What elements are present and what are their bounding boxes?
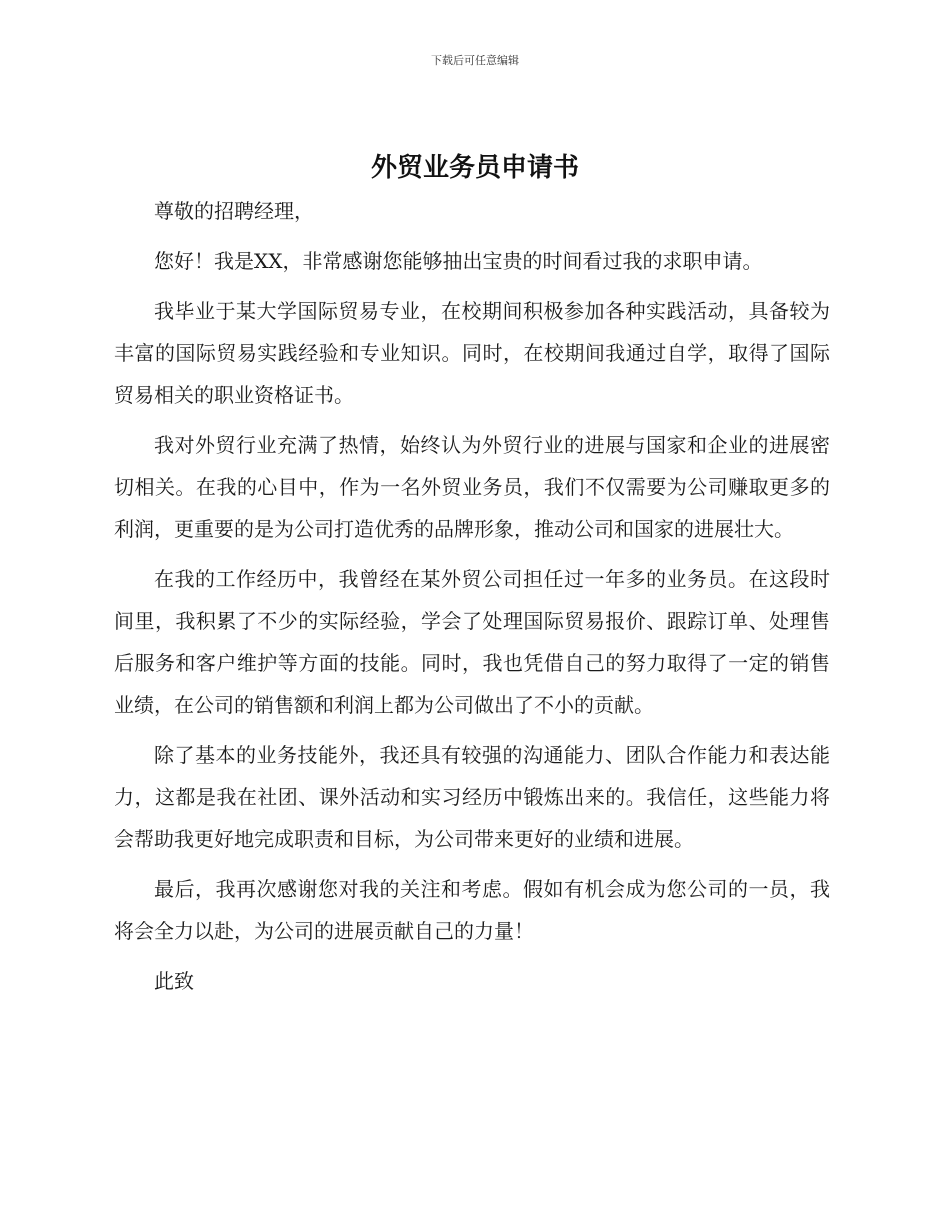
closing-paragraph: 最后，我再次感谢您对我的关注和考虑。假如有机会成为您公司的一员，我将会全力以赴，为公司的进展贡献自己的力量！: [114, 877, 830, 943]
document-title: 外贸业务员申请书: [370, 153, 579, 183]
salutation: 尊敬的招聘经理，: [154, 199, 314, 223]
experience-paragraph: 在我的工作经历中，我曾经在某外贸公司担任过一年多的业务员。在这段时间里，我积累了不少的实际经验，学会了处理国际贸易报价、跟踪订单、处理售后服务和客户维护等方面的技能。同时，我也凭借自己的努力取得了一定的销售业绩，在公司的销售额和利润上都为公司做出了不小的贡献。: [114, 567, 830, 717]
document-body: [114, 190, 830, 1002]
sign-off: 此致: [154, 969, 194, 993]
passion-paragraph: 我对外贸行业充满了热情，始终认为外贸行业的进展与国家和企业的进展密切相关。在我的心目中，作为一名外贸业务员，我们不仅需要为公司赚取更多的利润，更重要的是为公司打造优秀的品牌形象，推动公司和国家的进展壮大。: [114, 433, 830, 541]
education-paragraph: 我毕业于某大学国际贸易专业，在校期间积极参加各种实践活动，具备较为丰富的国际贸易实践经验和专业知识。同时，在校期间我通过自学，取得了国际贸易相关的职业资格证书。: [114, 299, 830, 407]
skills-paragraph: 除了基本的业务技能外，我还具有较强的沟通能力、团队合作能力和表达能力，这都是我在社团、课外活动和实习经历中锻炼出来的。我信任，这些能力将会帮助我更好地完成职责和目标，为公司带来更好的业绩和进展。: [114, 743, 830, 851]
greeting-paragraph: 您好！我是XX，非常感谢您能够抽出宝贵的时间看过我的求职申请。: [154, 249, 763, 273]
page-header-note: 下载后可任意编辑: [431, 54, 519, 67]
